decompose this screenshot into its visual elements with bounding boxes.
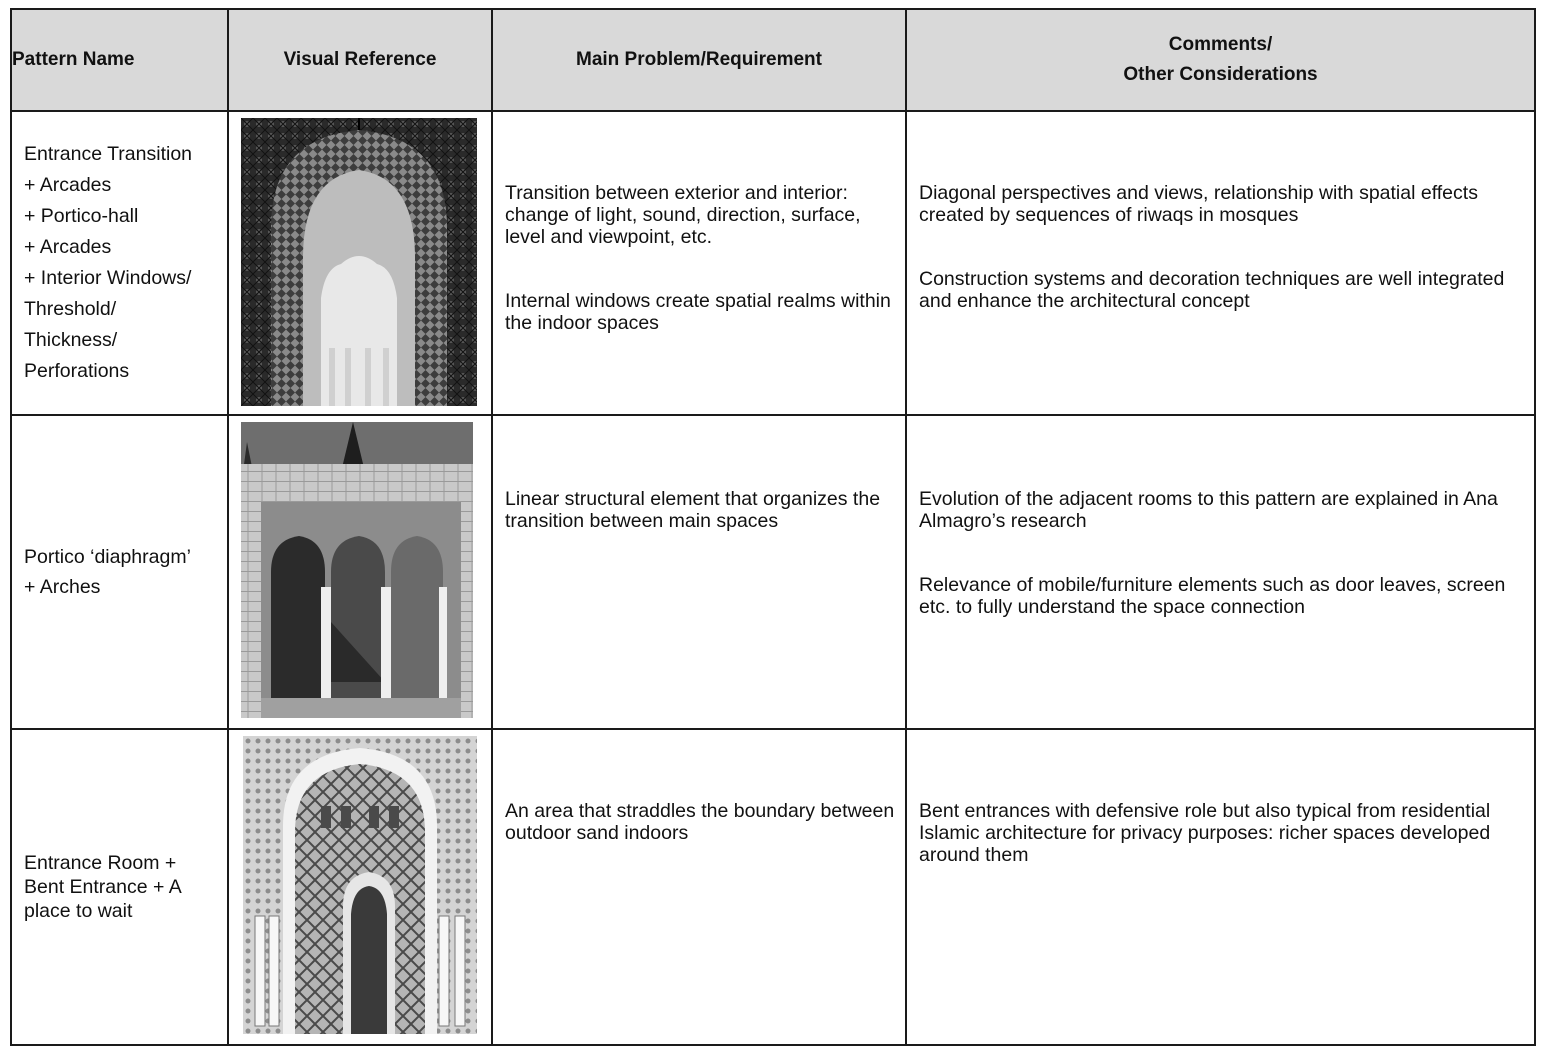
comments-cell — [906, 111, 1535, 415]
comments-cell — [906, 729, 1535, 1045]
header-pattern-name: Pattern Name — [11, 9, 228, 111]
pattern-name-line: place to wait — [24, 900, 133, 922]
pattern-name-cell — [11, 415, 228, 729]
problem-text: Internal windows create spatial realms within the indoor spaces — [505, 290, 891, 334]
pattern-name-line: Threshold/ — [24, 298, 117, 320]
pattern-name-line: + Arcades — [24, 174, 112, 196]
comment-text: Diagonal perspectives and views, relationship with spatial effects created by sequences of riwaqs in mosques — [919, 182, 1478, 226]
pattern-table — [10, 8, 1536, 1046]
header-main-problem: Main Problem/Requirement — [492, 9, 906, 111]
pattern-name-line: Thickness/ — [24, 329, 118, 351]
pattern-name-line: + Interior Windows/ — [24, 267, 192, 289]
header-comments-line1: Comments/ — [1168, 34, 1273, 55]
pattern-name-line: Entrance Transition — [24, 143, 193, 165]
header-visual-reference: Visual Reference — [228, 9, 492, 111]
main-problem-cell — [492, 111, 906, 415]
visual-reference-cell — [228, 111, 492, 415]
pattern-name-line: + Portico-hall — [24, 205, 139, 227]
pattern-name-line: + Arches — [24, 576, 101, 598]
pattern-name-line: Bent Entrance + A — [24, 876, 182, 898]
main-problem-cell — [492, 729, 906, 1045]
arch-photo — [241, 118, 477, 406]
table-row — [11, 415, 1535, 729]
pattern-name-line: Portico ‘diaphragm’ — [24, 546, 191, 568]
comment-text: Relevance of mobile/furniture elements such as door leaves, screen etc. to fully understand the space connection — [919, 574, 1506, 618]
arches-photo — [241, 422, 473, 718]
pattern-name-line: Entrance Room + — [24, 852, 177, 874]
comments-cell — [906, 415, 1535, 729]
pattern-name-cell — [11, 729, 228, 1045]
problem-text: Linear structural element that organizes the transition between main spaces — [505, 488, 881, 532]
header-comments — [906, 9, 1535, 111]
main-problem-cell — [492, 415, 906, 729]
header-comments-line2: Other Considerations — [1123, 64, 1318, 85]
table-row — [11, 729, 1535, 1045]
doorway-photo — [243, 736, 477, 1034]
comment-text: Construction systems and decoration techniques are well integrated and enhance the architectural concept — [919, 268, 1505, 312]
visual-reference-cell — [228, 415, 492, 729]
table-row — [11, 111, 1535, 415]
visual-reference-cell — [228, 729, 492, 1045]
header-row — [11, 9, 1535, 111]
pattern-name-line: + Arcades — [24, 236, 112, 258]
comment-text: Bent entrances with defensive role but also typical from residential Islamic architecture for privacy purposes: richer spaces developed around them — [919, 800, 1491, 866]
comment-text: Evolution of the adjacent rooms to this pattern are explained in Ana Almagro’s research — [919, 488, 1498, 532]
problem-text: Transition between exterior and interior: change of light, sound, direction, surface, level and viewpoint, etc. — [505, 182, 861, 248]
problem-text: An area that straddles the boundary between outdoor sand indoors — [505, 800, 895, 844]
pattern-name-line: Perforations — [24, 360, 130, 382]
pattern-name-cell — [11, 111, 228, 415]
